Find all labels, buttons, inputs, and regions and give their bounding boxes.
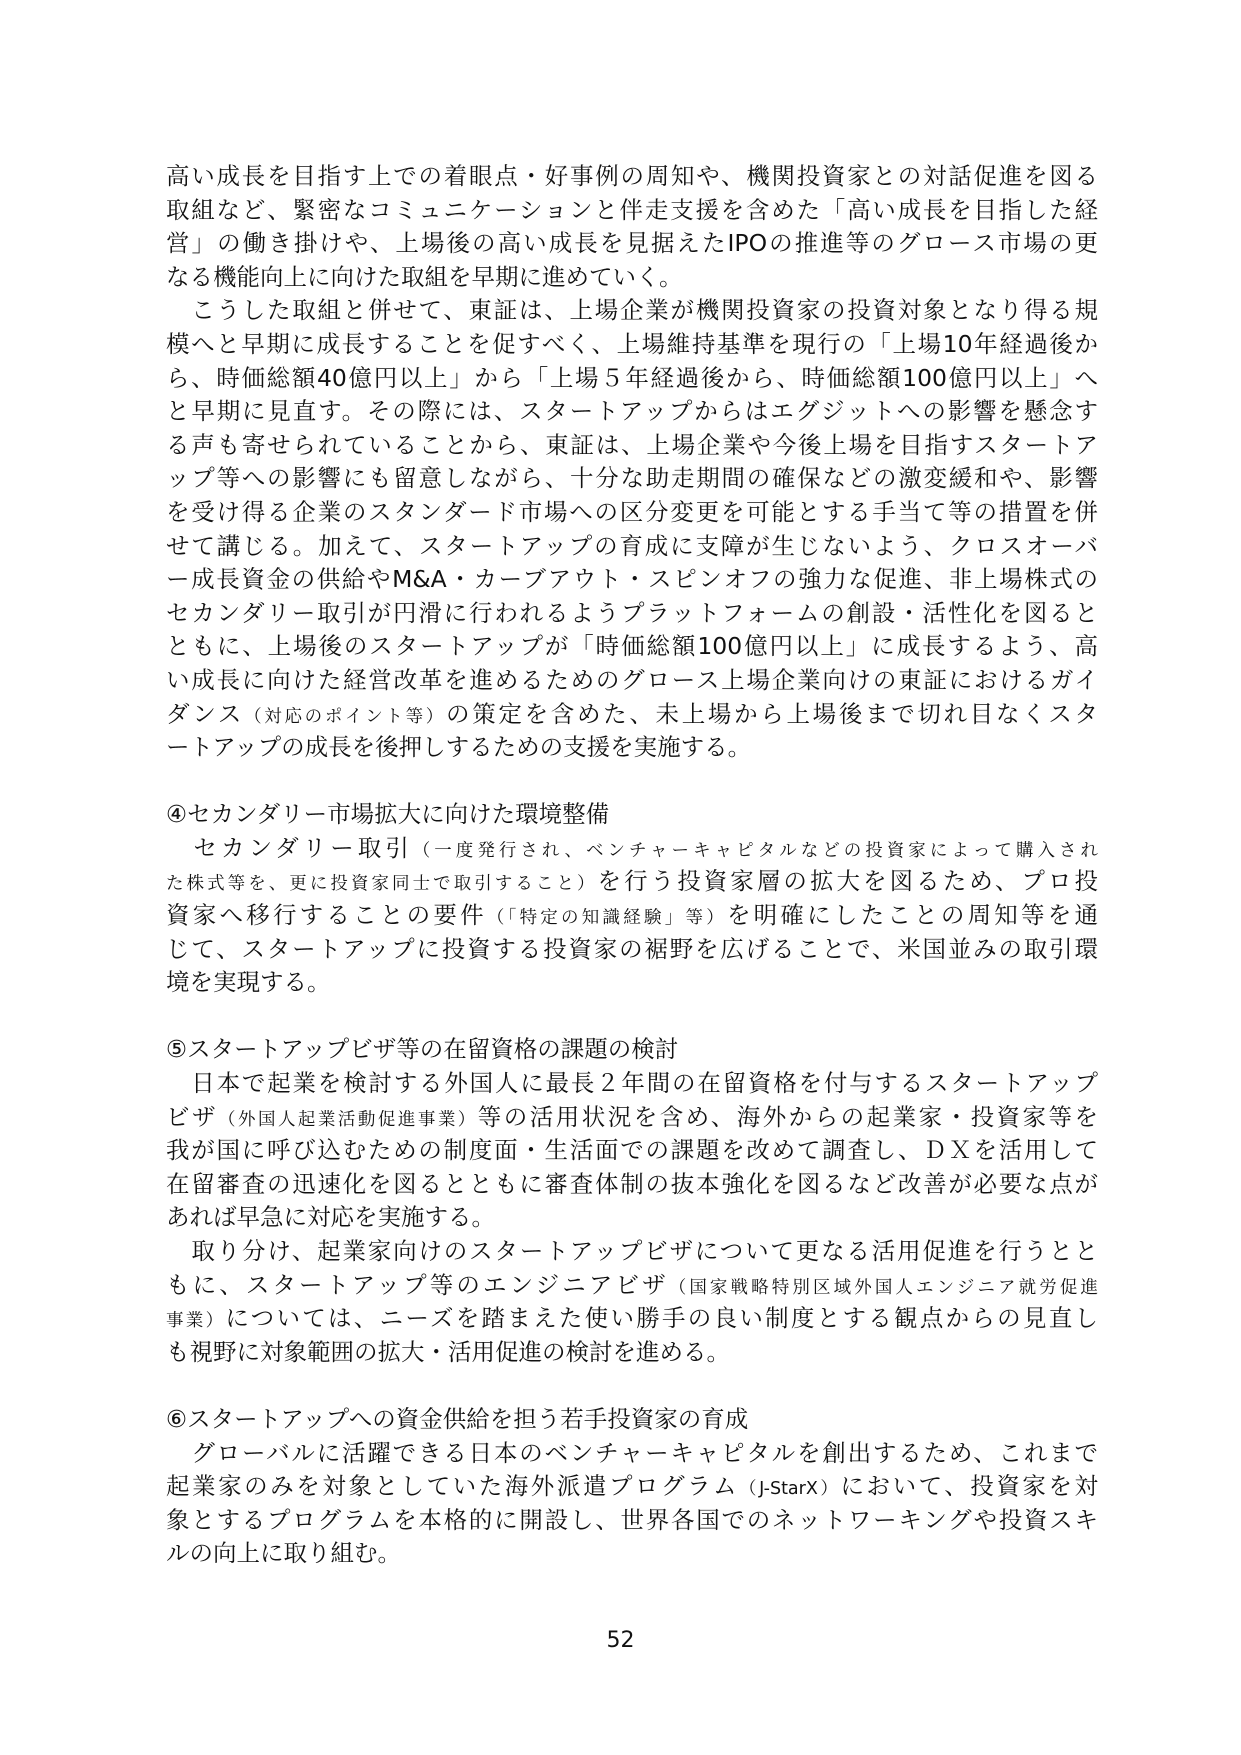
text-line [166,1470,1098,1504]
text-line [166,429,1098,463]
line-text: も視野に対象範囲の拡大・活用促進の検討を進める。 [166,1337,730,1366]
text-line [166,865,1098,899]
text-line [166,1269,1098,1303]
text-line [166,530,1098,564]
text-line [166,832,1098,866]
paragraph-1 [166,160,1098,294]
section-5-body [166,1067,1098,1235]
line-text: 我が国に呼び込むための制度面・生活面での課題を改めて調査し、ＤＸを活用して [166,1136,1098,1165]
section-4-body [166,832,1098,1000]
line-text: セカンダリー取引 [166,833,413,862]
line-text: こうした取組と併せて、東証は、上場企業が機関投資家の投資対象となり得る規 [166,296,1098,325]
text-line [166,496,1098,530]
line-text: 取り分け、起業家向けのスタートアップビザについて更なる活用促進を行うとと [166,1237,1098,1265]
text-line [166,395,1098,429]
text-line [166,261,1098,295]
page-number: 52 [606,1628,635,1653]
text-line [166,664,1098,698]
note-text: 事業） [166,1311,226,1332]
text-line [166,1235,1098,1269]
line-text: を明確にしたことの周知等を通 [726,901,1098,930]
spacer [166,1369,1098,1403]
line-text: せて講じる。加えて、スタートアップの育成に支障が生じないよう、クロスオーバ [166,531,1098,560]
section-6-heading: ⑥スタートアップへの資金供給を担う若手投資家の育成 [166,1404,749,1433]
line-text: ルの向上に取り組む。 [166,1539,401,1568]
note-text: （国家戦略特別区域外国人エンジニア就労促進 [668,1277,1098,1298]
text-line [166,933,1098,967]
note-text: （J-StarX） [739,1479,841,1500]
section-6-body [166,1437,1098,1571]
text-line [166,1302,1098,1336]
text-line [166,462,1098,496]
text-line [166,899,1098,933]
section-5-heading: ⑤スタートアップビザ等の在留資格の課題の検討 [166,1035,679,1064]
text-line [166,1067,1098,1101]
line-text: を受け得る企業のスタンダード市場への区分変更を可能とする手当て等の措置を併 [166,497,1098,526]
line-text: 象とするプログラムを本格的に開設し、世界各国でのネットワーキングや投資スキ [166,1505,1098,1534]
line-text: ップ等への影響にも留意しながら、十分な助走期間の確保などの激変緩和や、影響 [166,464,1098,493]
document-body [166,160,1098,1571]
text-line [166,1201,1098,1235]
line-text: 日本で起業を検討する外国人に最長２年間の在留資格を付与するスタートアップ [166,1069,1098,1098]
spacer [166,765,1098,799]
line-text: ートアップの成長を後押しするための支援を実施する。 [166,733,752,762]
note-text: （一度発行され、ベンチャーキャピタルなどの投資家によって購入され [412,840,1098,861]
section-4-heading: ④セカンダリー市場拡大に向けた環境整備 [166,800,610,829]
text-line [166,1437,1098,1471]
text-line [166,227,1098,261]
line-text: 起業家のみを対象としていた海外派遣プログラム [166,1472,740,1501]
note-text: （「特定の知識経験」等） [486,908,727,929]
line-text: と早期に見直す。その際には、スタートアップからはエグジットへの影響を懸念す [166,397,1098,426]
line-text: る声も寄せられていることから、東証は、上場企業や今後上場を目指すスタートア [166,430,1098,459]
text-line [166,1504,1098,1538]
line-text: 等の活用状況を含め、海外からの起業家・投資家等を [477,1102,1098,1131]
line-text: ー成長資金の供給やM&A・カーブアウト・スピンオフの強力な促進、非上場株式の [166,565,1098,594]
paragraph-2 [166,294,1098,764]
text-line [166,1537,1098,1571]
text-line [166,362,1098,396]
note-text: （外国人起業活動促進事業） [217,1109,478,1130]
line-text: セカンダリー取引が円滑に行われるようプラットフォームの創設・活性化を図ると [166,598,1098,627]
text-line [166,1101,1098,1135]
text-line [166,1134,1098,1168]
line-text: 営」の働き掛けや、上場後の高い成長を見据えたIPOの推進等のグロース市場の更 [166,229,1098,258]
line-text: ともに、上場後のスタートアップが「時価総額100億円以上」に成長するよう、高 [166,632,1098,661]
text-line [166,597,1098,631]
text-line [166,966,1098,1000]
line-text: ビザ [166,1102,218,1131]
line-text: あれば早急に対応を実施する。 [166,1203,495,1232]
section-5-body-2 [166,1235,1098,1369]
line-text: において、投資家を対 [840,1472,1098,1501]
text-line [166,294,1098,328]
text-line [166,698,1098,732]
text-line [166,731,1098,765]
line-text: 取組など、緊密なコミュニケーションと伴走支援を含めた「高い成長を目指した経 [166,195,1098,224]
note-text: た株式等を、更に投資家同士で取引すること） [166,874,598,895]
text-line [166,1168,1098,1202]
text-line [166,630,1098,664]
line-text: については、ニーズを踏まえた使い勝手の良い制度とする観点からの見直し [225,1304,1098,1333]
line-text: い成長に向けた経営改革を進めるためのグロース上場企業向けの東証におけるガイ [166,665,1098,694]
line-text: 資家へ移行することの要件 [166,901,487,930]
line-text: じて、スタートアップに投資する投資家の裾野を広げることで、米国並みの取引環 [166,934,1098,963]
note-text: （対応のポイント等） [244,706,446,727]
text-line [166,328,1098,362]
line-text: もに、スタートアップ等のエンジニアビザ [166,1270,669,1299]
line-text: ら、時価総額40億円以上」から「上場５年経過後から、時価総額100億円以上」へ [166,363,1098,392]
text-line [166,194,1098,228]
spacer [166,1000,1098,1034]
line-text: 高い成長を目指す上での着眼点・好事例の周知や、機関投資家との対話促進を図る [166,162,1098,190]
line-text: 在留審査の迅速化を図るとともに審査体制の抜本強化を図るなど改善が必要な点が [166,1169,1098,1198]
line-text: 境を実現する。 [166,968,331,997]
line-text: を行う投資家層の拡大を図るため、プロ投 [597,867,1098,896]
line-text: なる機能向上に向けた取組を早期に進めていく。 [166,262,683,291]
text-line [166,160,1098,194]
text-line [166,563,1098,597]
text-line [166,1336,1098,1370]
line-text: の策定を含めた、未上場から上場後まで切れ目なくスタ [446,699,1098,728]
line-text: ダンス [166,699,245,728]
line-text: 模へと早期に成長することを促すべく、上場維持基準を現行の「上場10年経過後か [166,329,1098,358]
line-text: グローバルに活躍できる日本のベンチャーキャピタルを創出するため、これまで [166,1438,1098,1467]
